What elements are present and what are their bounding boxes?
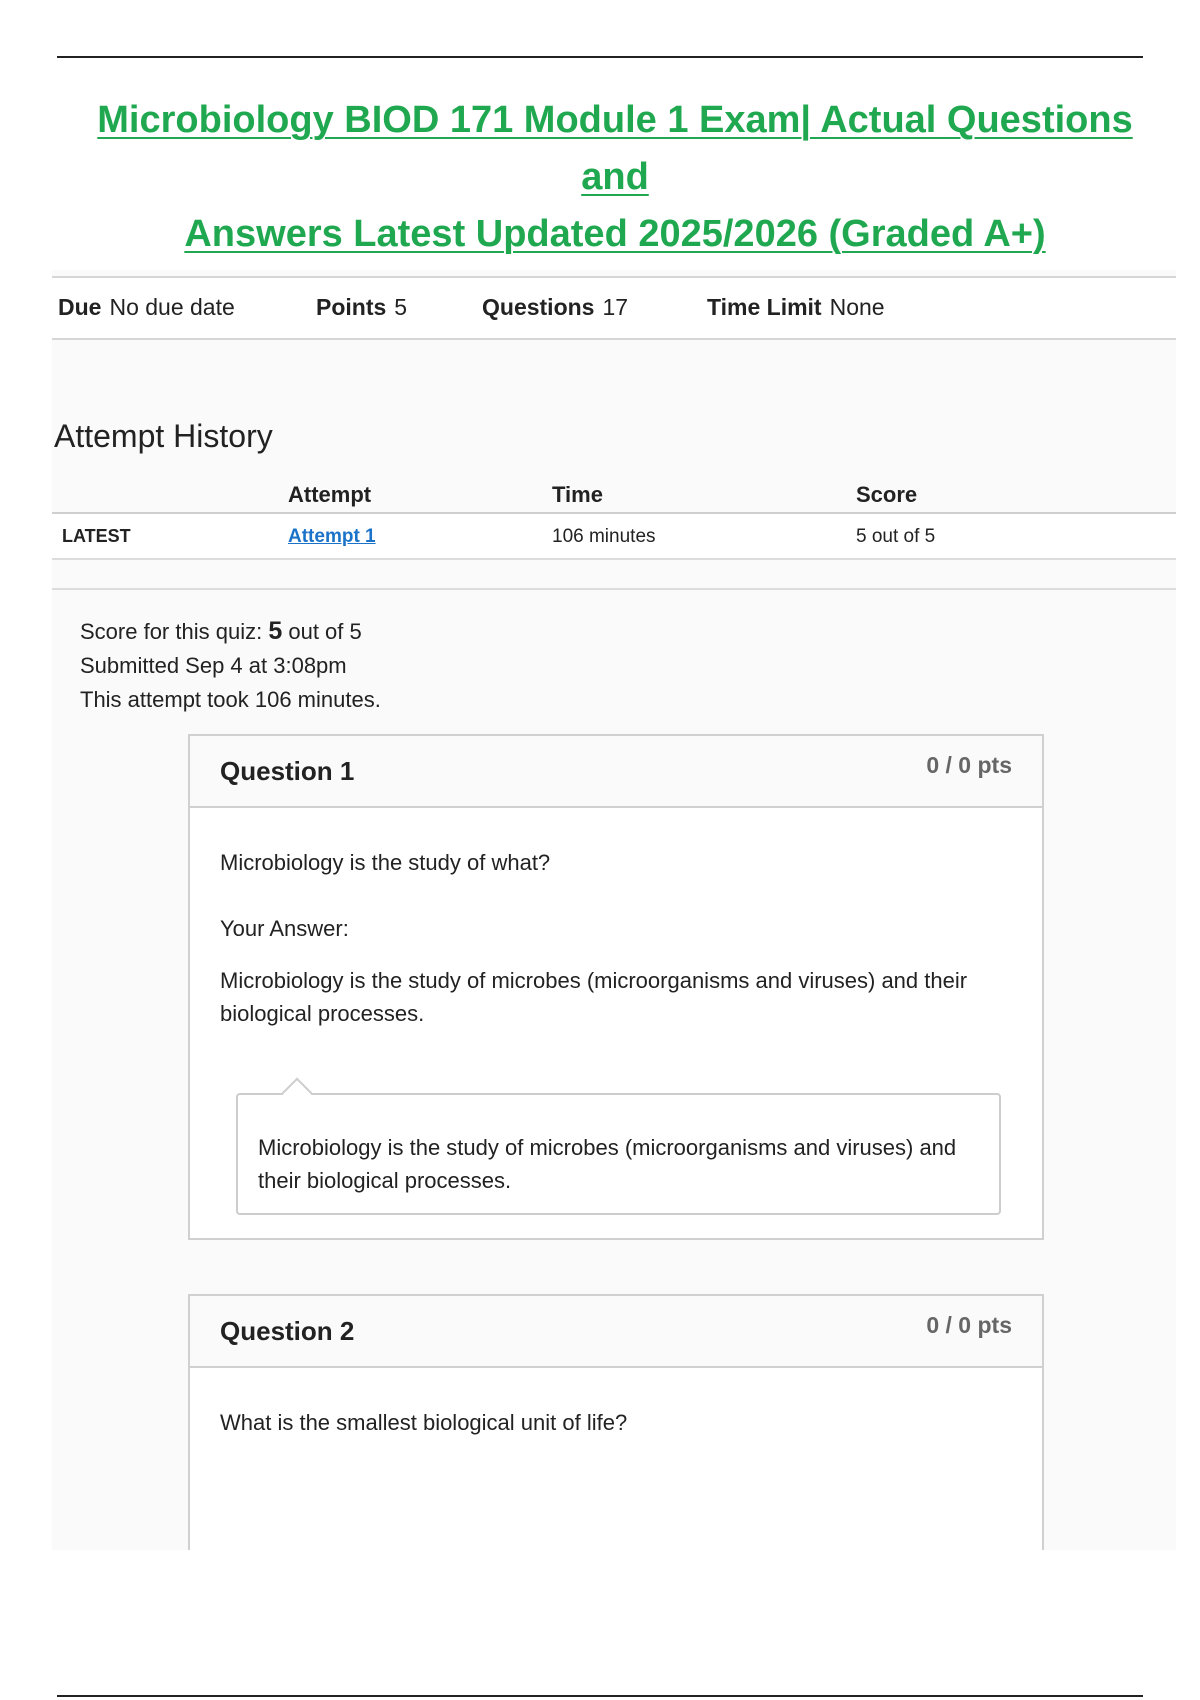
- meta-due: [58, 294, 235, 321]
- top-rule: [57, 56, 1143, 58]
- title-line-2: Answers Latest Updated 2025/2026 (Graded A+): [184, 213, 1046, 255]
- answer-comment-text: Microbiology is the study of microbes (microorganisms and viruses) and their biological processes.: [258, 1135, 957, 1193]
- score-prefix: Score for this quiz:: [80, 619, 263, 644]
- meta-time-limit-value: None: [829, 294, 885, 320]
- header-time: Time: [552, 482, 603, 507]
- comment-caret: [281, 1077, 312, 1108]
- score-suffix: out of 5: [288, 619, 362, 644]
- question-card-1: [188, 734, 1044, 1240]
- bottom-rule: [57, 1695, 1143, 1697]
- header-score: Score: [856, 482, 918, 507]
- meta-due-label: Due: [58, 294, 102, 320]
- attempt-history-header: [52, 474, 1176, 514]
- question-header: [190, 736, 1042, 808]
- meta-questions: [482, 294, 628, 321]
- submitted-line: Submitted Sep 4 at 3:08pm: [80, 653, 347, 678]
- document-title: [60, 92, 1170, 263]
- meta-questions-value: 17: [602, 294, 629, 320]
- meta-points-label: Points: [316, 294, 387, 320]
- meta-time-limit: [707, 294, 885, 321]
- meta-time-limit-label: Time Limit: [707, 294, 822, 320]
- question-title: Question 1: [220, 756, 355, 786]
- attempt-history-table: [52, 474, 1176, 560]
- question-header: [190, 1296, 1042, 1368]
- meta-points: [316, 294, 407, 321]
- your-answer-label: Your Answer:: [220, 916, 349, 941]
- quiz-summary: [80, 614, 381, 717]
- answer-comment-box: [236, 1093, 1001, 1215]
- question-points: 0 / 0 pts: [926, 1312, 1012, 1338]
- question-text: Microbiology is the study of what?: [220, 850, 551, 875]
- table-row: [52, 514, 1176, 560]
- quiz-meta-bar: [52, 276, 1176, 340]
- score-line: [80, 614, 381, 649]
- meta-questions-label: Questions: [482, 294, 595, 320]
- attempt-1-link[interactable]: Attempt 1: [288, 526, 376, 547]
- question-text: What is the smallest biological unit of life?: [220, 1410, 628, 1435]
- meta-points-value: 5: [394, 294, 408, 320]
- quiz-screenshot: [52, 270, 1176, 1550]
- question-points: 0 / 0 pts: [926, 752, 1012, 778]
- question-card-2: [188, 1294, 1044, 1550]
- score-value: 5: [268, 617, 283, 645]
- attempt-history-title: Attempt History: [54, 418, 273, 454]
- title-line-1: Microbiology BIOD 171 Module 1 Exam| Actual Questions and: [97, 99, 1133, 198]
- question-title: Question 2: [220, 1316, 355, 1346]
- row-time: 106 minutes: [552, 526, 656, 547]
- duration-line: This attempt took 106 minutes.: [80, 687, 381, 712]
- your-answer-text: Microbiology is the study of microbes (microorganisms and viruses) and their biological processes.: [220, 968, 968, 1026]
- divider: [52, 588, 1176, 590]
- header-attempt: Attempt: [288, 482, 372, 507]
- meta-due-value: No due date: [109, 294, 235, 320]
- row-score: 5 out of 5: [856, 526, 936, 547]
- row-latest-label: LATEST: [62, 526, 131, 546]
